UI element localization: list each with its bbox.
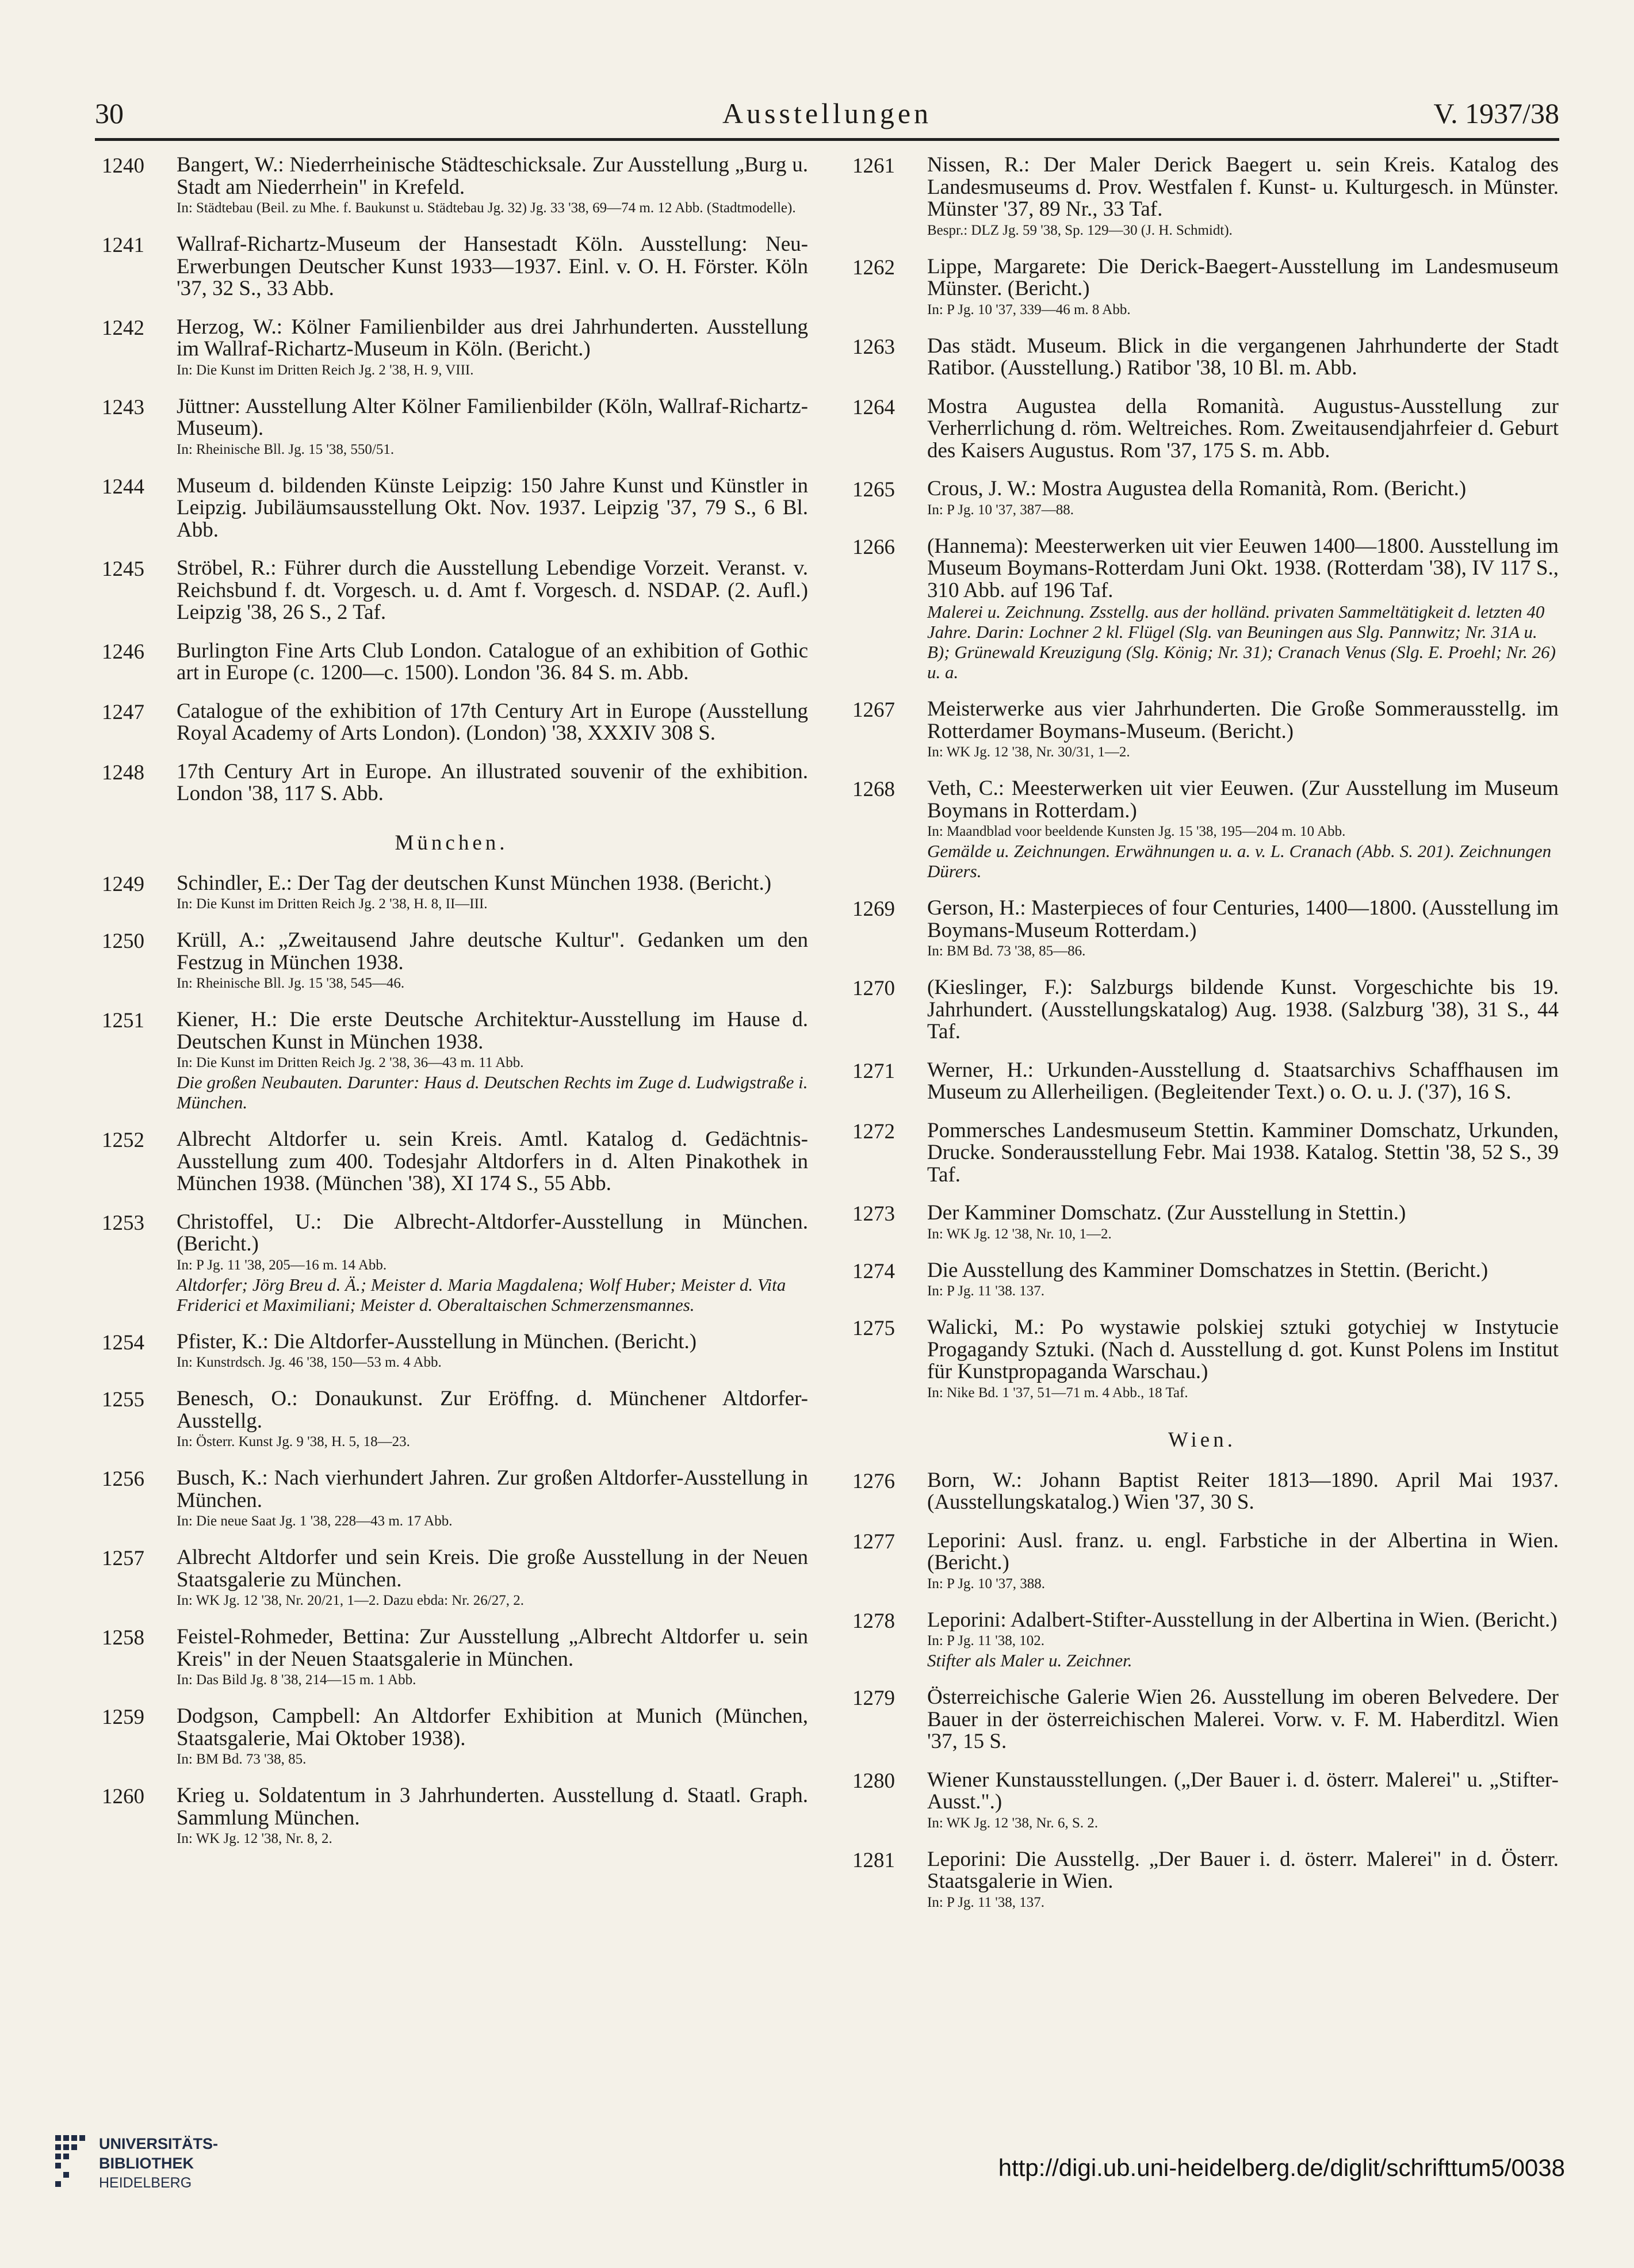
entry-source: In: Das Bild Jg. 8 '38, 214—15 m. 1 Abb.: [177, 1672, 416, 1688]
entry-source: In: Rheinische Bll. Jg. 15 '38, 550/51.: [177, 441, 395, 457]
header-rule: [95, 138, 1559, 141]
entry-text: Busch, K.: Nach vierhundert Jahren. Zur großen Altdorfer-Ausstellung in München.: [177, 1466, 808, 1512]
entry-number: 1260: [102, 1785, 144, 1808]
entry-body: [927, 478, 1559, 519]
bibliography-entry: [845, 1317, 1559, 1402]
entry-source: In: P Jg. 11 '38, 102.: [927, 1633, 1045, 1649]
entry-source: In: Kunstrdsch. Jg. 46 '38, 150—53 m. 4 Abb.: [177, 1355, 442, 1370]
bibliography-entry: [845, 1202, 1559, 1244]
entry-body: [927, 1060, 1559, 1104]
entry-number: 1278: [852, 1609, 895, 1633]
entry-text: Albrecht Altdorfer u. sein Kreis. Amtl. Katalog d. Gedächtnis-Ausstellung zum 400. Todesjahr Altdorfers in d. Alten Pinakothek in München 1938. (München '38), XI 174 S., 55 Abb.: [177, 1127, 808, 1195]
entry-number: 1259: [102, 1705, 144, 1729]
entry-body: [927, 698, 1559, 762]
entry-source: Bespr.: DLZ Jg. 59 '38, Sp. 129—30 (J. H. Schmidt).: [927, 222, 1233, 238]
bibliography-entry: [95, 154, 808, 217]
entry-body: [177, 557, 808, 624]
logo-line-3: HEIDELBERG: [99, 2175, 192, 2191]
bibliography-entry: [845, 396, 1559, 462]
entry-body: [927, 1317, 1559, 1402]
entry-number: 1266: [852, 535, 895, 559]
entry-body: [177, 1331, 808, 1372]
entry-source: In: Die Kunst im Dritten Reich Jg. 2 '38, H. 9, VIII.: [177, 362, 474, 378]
entry-number: 1268: [852, 778, 895, 801]
entry-number: 1244: [102, 475, 144, 499]
entry-body: [927, 1609, 1559, 1671]
bibliography-entry: [95, 1705, 808, 1769]
bibliography-entry: [95, 1331, 808, 1372]
entry-text: Lippe, Margarete: Die Derick-Baegert-Ausstellung im Landesmuseum Münster. (Bericht.): [927, 254, 1559, 300]
entry-text: Leporini: Adalbert-Stifter-Ausstellung in der Albertina in Wien. (Bericht.): [927, 1608, 1558, 1632]
entry-source: In: BM Bd. 73 '38, 85.: [177, 1751, 307, 1767]
bibliography-entry: [845, 897, 1559, 961]
entry-body: [927, 256, 1559, 319]
entry-text: Albrecht Altdorfer und sein Kreis. Die große Ausstellung in der Neuen Staatsgalerie zu München.: [177, 1546, 808, 1592]
bibliography-entry: [95, 316, 808, 380]
entry-number: 1262: [852, 255, 895, 280]
entry-number: 1274: [852, 1259, 895, 1283]
page-header: [95, 91, 1559, 137]
entry-source: In: Nike Bd. 1 '37, 51—71 m. 4 Abb., 18 Taf.: [927, 1384, 1188, 1401]
bibliography-entry: [95, 1467, 808, 1531]
library-name: [99, 2134, 218, 2193]
entry-number: 1275: [852, 1317, 895, 1340]
entry-body: [177, 761, 808, 805]
entry-text: Meisterwerke aus vier Jahrhunderten. Die Große Sommerausstellg. im Rotterdamer Boymans-Museum. (Bericht.): [927, 697, 1559, 743]
bibliography-entry: [95, 1388, 808, 1451]
entry-number: 1254: [102, 1330, 144, 1355]
source-url-link[interactable]: http://digi.ub.uni-heidelberg.de/diglit/schrifttum5/0038: [998, 2154, 1565, 2181]
running-title: Ausstellungen: [722, 97, 932, 129]
entry-body: [927, 778, 1559, 881]
entry-text: Kiener, H.: Die erste Deutsche Architektur-Ausstellung im Hause d. Deutschen Kunst in München 1938.: [177, 1008, 808, 1054]
library-emblem-icon: [53, 2133, 89, 2189]
entry-source: In: WK Jg. 12 '38, Nr. 8, 2.: [177, 1831, 332, 1846]
entry-body: [177, 234, 808, 300]
entry-source: In: WK Jg. 12 '38, Nr. 6, S. 2.: [927, 1815, 1099, 1831]
entry-number: 1273: [852, 1202, 895, 1226]
bibliography-entry: [845, 1609, 1559, 1671]
entry-annotation: Malerei u. Zeichnung. Zsstellg. aus der holländ. privaten Sammeltätigkeit d. letzten 40 Jahre. Darin: Lochner 2 kl. Flügel (Slg. van Beuningen aus Slg. Pannwitz; Nr. 31A u. B); Grünewald Kreuzigung (Slg. König; Nr. 31); Cranach Venus (Slg. E. Proehl; Nr. 26) u. a.: [927, 602, 1556, 682]
entry-text: (Hannema): Meesterwerken uit vier Eeuwen 1400—1800. Ausstellung im Museum Boymans-Rotterdam Juni Okt. 1938. (Rotterdam '38), IV 117 S., 310 Abb. auf 196 Taf.: [927, 534, 1559, 602]
entry-text: Crous, J. W.: Mostra Augustea della Romanità, Rom. (Bericht.): [927, 477, 1467, 500]
entry-number: 1256: [102, 1467, 144, 1491]
entry-body: [927, 154, 1559, 240]
entry-body: [927, 1120, 1559, 1187]
bibliography-entry: [95, 1626, 808, 1689]
entry-annotation: Stifter als Maler u. Zeichner.: [927, 1650, 1132, 1670]
entry-source: In: P Jg. 11 '38, 137.: [927, 1894, 1045, 1910]
entry-number: 1253: [102, 1211, 144, 1235]
entry-text: Der Kamminer Domschatz. (Zur Ausstellung in Stettin.): [927, 1201, 1406, 1225]
bibliography-entry: [845, 335, 1559, 380]
entry-source: In: Österr. Kunst Jg. 9 '38, H. 5, 18—23.: [177, 1434, 410, 1449]
entry-annotation: Gemälde u. Zeichnungen. Erwähnungen u. a. v. L. Cranach (Abb. S. 201). Zeichnungen Dürers.: [927, 841, 1552, 881]
entry-text: Bangert, W.: Niederrheinische Städteschicksale. Zur Ausstellung „Burg u. Stadt am Niederrhein" in Krefeld.: [177, 153, 808, 199]
entry-number: 1250: [102, 930, 144, 953]
entry-body: [927, 1260, 1559, 1301]
entry-body: [177, 1467, 808, 1531]
entry-body: [927, 1530, 1559, 1593]
entry-number: 1252: [102, 1129, 144, 1152]
bibliography-entry: [95, 1009, 808, 1112]
page-number: 30: [95, 97, 124, 129]
entry-text: Veth, C.: Meesterwerken uit vier Eeuwen. (Zur Ausstellung im Museum Boymans in Rotterdam.): [927, 777, 1559, 823]
bibliography-entry: [95, 557, 808, 624]
entry-body: [927, 1202, 1559, 1244]
entry-source: In: WK Jg. 12 '38, Nr. 30/31, 1—2.: [927, 744, 1130, 760]
bibliography-entry: [845, 977, 1559, 1043]
entry-source: In: Maandblad voor beeldende Kunsten Jg. 15 '38, 195—204 m. 10 Abb.: [927, 824, 1346, 839]
bibliography-entry: [845, 154, 1559, 240]
bibliography-entry: [845, 778, 1559, 881]
entry-source: In: P Jg. 10 '37, 339—46 m. 8 Abb.: [927, 301, 1131, 318]
entry-number: 1276: [852, 1469, 895, 1493]
volume-label: V. 1937/38: [1433, 97, 1559, 129]
entry-number: 1269: [852, 897, 895, 921]
entry-text: Walicki, M.: Po wystawie polskiej sztuki gotychiej w Instytucie Progagandy Sztuki. (Nach d. Ausstellung d. got. Kunst Polens im Institut für Kunstpropaganda Warschau.): [927, 1315, 1559, 1383]
entry-body: [177, 154, 808, 217]
logo-line-2: BIBLIOTHEK: [99, 2155, 194, 2172]
entry-annotation: Die großen Neubauten. Darunter: Haus d. Deutschen Rechts im Zuge d. Ludwigstraße i. München.: [177, 1072, 808, 1112]
entry-body: [177, 1129, 808, 1195]
entry-text: Born, W.: Johann Baptist Reiter 1813—1890. April Mai 1937. (Ausstellungskatalog.) Wien '37, 30 S.: [927, 1468, 1559, 1514]
entry-text: Ströbel, R.: Führer durch die Ausstellung Lebendige Vorzeit. Veranst. v. Reichsbund f. dt. Vorgesch. u. d. Amt f. Vorgesch. d. NSDAP. (2. Aufl.) Leipzig '38, 26 S., 2 Taf.: [177, 556, 808, 624]
logo-line-1: UNIVERSITÄTS-: [99, 2135, 219, 2152]
bibliography-entry: [845, 1530, 1559, 1593]
entry-number: 1265: [852, 478, 895, 502]
bibliography-entry: [845, 256, 1559, 319]
entry-text: Museum d. bildenden Künste Leipzig: 150 Jahre Kunst und Künstler in Leipzig. Jubiläumsausstellung Okt. Nov. 1937. Leipzig '37, 79 S., 6 Bl. Abb.: [177, 473, 808, 542]
bibliography-entry: [845, 1060, 1559, 1104]
entry-number: 1243: [102, 395, 144, 419]
entry-body: [177, 1626, 808, 1689]
entry-number: 1264: [852, 395, 895, 419]
entry-number: 1261: [852, 154, 895, 178]
right-column: [845, 154, 1559, 1928]
bibliography-entry: [95, 1547, 808, 1610]
entry-body: [927, 897, 1559, 961]
entry-number: 1240: [102, 154, 144, 178]
entry-body: [177, 1009, 808, 1112]
bibliography-entry: [95, 234, 808, 300]
entry-text: Österreichische Galerie Wien 26. Ausstellung im oberen Belvedere. Der Bauer in der österreichischen Malerei. Vorw. v. F. M. Haberditzl. Wien '37, 15 S.: [927, 1685, 1559, 1753]
entry-body: [177, 640, 808, 684]
bibliography-entry: [845, 1686, 1559, 1753]
bibliography-entry: [95, 930, 808, 993]
entry-source: In: Rheinische Bll. Jg. 15 '38, 545—46.: [177, 976, 405, 991]
entry-body: [927, 1470, 1559, 1514]
entry-number: 1279: [852, 1686, 895, 1710]
bibliography-entry: [95, 1211, 808, 1315]
entry-number: 1245: [102, 557, 144, 581]
entry-body: [927, 536, 1559, 683]
entry-source: In: P Jg. 11 '38, 205—16 m. 14 Abb.: [177, 1257, 387, 1273]
entry-body: [927, 1686, 1559, 1753]
entry-body: [927, 977, 1559, 1043]
entry-body: [177, 873, 808, 914]
entry-body: [177, 475, 808, 542]
bibliography-entry: [845, 1470, 1559, 1514]
entry-body: [177, 396, 808, 459]
entry-source: In: BM Bd. 73 '38, 85—86.: [927, 943, 1086, 959]
bibliography-entry: [95, 701, 808, 745]
entry-text: Benesch, O.: Donaukunst. Zur Eröffng. d. Münchener Altdorfer-Ausstellg.: [177, 1387, 808, 1433]
entry-text: Jüttner: Ausstellung Alter Kölner Familienbilder (Köln, Wallraf-Richartz-Museum).: [177, 394, 808, 440]
entry-text: Leporini: Ausl. franz. u. engl. Farbstiche in der Albertina in Wien. (Bericht.): [927, 1528, 1559, 1574]
entry-number: 1281: [852, 1848, 895, 1872]
bibliography-entry: [95, 640, 808, 684]
bibliography-entry: [95, 396, 808, 459]
entry-body: [177, 701, 808, 745]
entry-text: Gerson, H.: Masterpieces of four Centuries, 1400—1800. (Ausstellung im Boymans-Museum Rotterdam.): [927, 896, 1559, 942]
entry-source: In: P Jg. 10 '37, 388.: [927, 1575, 1045, 1592]
bibliography-entry: [95, 761, 808, 805]
entry-annotation: Altdorfer; Jörg Breu d. Ä.; Meister d. Maria Magdalena; Wolf Huber; Meister d. Vita Friderici et Maximiliani; Meister d. Oberaltaischen Schmerzensmannes.: [177, 1274, 786, 1315]
entry-number: 1255: [102, 1388, 144, 1412]
library-logo[interactable]: [53, 2128, 294, 2215]
entry-text: Catalogue of the exhibition of 17th Century Art in Europe (Ausstellung Royal Academy of Arts London). (London) '38, XXXIV 308 S.: [177, 699, 808, 745]
entry-number: 1258: [102, 1626, 144, 1650]
section-heading: Wien.: [1168, 1428, 1236, 1452]
entry-text: Pommersches Landesmuseum Stettin. Kamminer Domschatz, Urkunden, Drucke. Sonderausstellung Febr. Mai 1938. Katalog. Stettin '38, 52 S., 39 Taf.: [927, 1118, 1559, 1187]
entry-source: In: Städtebau (Beil. zu Mhe. f. Baukunst u. Städtebau Jg. 32) Jg. 33 '38, 69—74 m. 12 Abb. (Stadtmodelle).: [177, 200, 796, 216]
entry-number: 1263: [852, 335, 895, 359]
entry-number: 1251: [102, 1009, 144, 1032]
section-heading: München.: [395, 831, 508, 855]
entry-text: Herzog, W.: Kölner Familienbilder aus drei Jahrhunderten. Ausstellung im Wallraf-Richartz-Museum in Köln. (Bericht.): [177, 315, 808, 361]
entry-body: [927, 1849, 1559, 1912]
bibliography-entry: [845, 1769, 1559, 1833]
bibliography-entry: [845, 1849, 1559, 1912]
entry-number: 1270: [852, 977, 895, 1000]
entry-number: 1271: [852, 1059, 895, 1083]
entry-number: 1267: [852, 698, 895, 722]
bibliography-entry: [95, 1785, 808, 1848]
entry-number: 1277: [852, 1529, 895, 1554]
entry-number: 1242: [102, 316, 144, 340]
entry-text: Krieg u. Soldatentum in 3 Jahrhunderten. Ausstellung d. Staatl. Graph. Sammlung München.: [177, 1784, 808, 1830]
entry-text: Wiener Kunstausstellungen. („Der Bauer i. d. österr. Malerei" u. „Stifter-Ausst.".): [927, 1768, 1559, 1814]
entry-text: Leporini: Die Ausstellg. „Der Bauer i. d. österr. Malerei" in d. Österr. Staatsgalerie in Wien.: [927, 1847, 1559, 1893]
entry-text: Nissen, R.: Der Maler Derick Baegert u. sein Kreis. Katalog des Landesmuseums d. Prov. Westfalen f. Kunst- u. Kulturgesch. in Münster. Münster '37, 89 Nr., 33 Taf.: [927, 153, 1559, 221]
entry-body: [177, 1388, 808, 1451]
entry-text: Krüll, A.: „Zweitausend Jahre deutsche Kultur". Gedanken um den Festzug in München 1938.: [177, 928, 808, 974]
entry-source: In: Die Kunst im Dritten Reich Jg. 2 '38, H. 8, II—III.: [177, 896, 488, 912]
entry-text: Burlington Fine Arts Club London. Catalogue of an exhibition of Gothic art in Europe (c. 1200—c. 1500). London '36. 84 S. m. Abb.: [177, 638, 808, 684]
entry-source: In: Die Kunst im Dritten Reich Jg. 2 '38, 36—43 m. 11 Abb.: [177, 1055, 524, 1070]
bibliography-entry: [845, 1260, 1559, 1301]
bibliography-entry: [845, 698, 1559, 762]
entry-text: Dodgson, Campbell: An Altdorfer Exhibition at Munich (München, Staatsgalerie, Mai Oktober 1938).: [177, 1704, 808, 1750]
entry-text: Wallraf-Richartz-Museum der Hansestadt Köln. Ausstellung: Neu-Erwerbungen Deutscher Kunst 1933—1937. Einl. v. O. H. Förster. Köln '37, 32 S., 33 Abb.: [177, 232, 808, 300]
entry-text: Feistel-Rohmeder, Bettina: Zur Ausstellung „Albrecht Altdorfer u. sein Kreis" in der Neuen Staatsgalerie in München.: [177, 1625, 808, 1671]
entry-body: [177, 1705, 808, 1769]
entry-text: Christoffel, U.: Die Albrecht-Altdorfer-Ausstellung in München. (Bericht.): [177, 1210, 808, 1256]
entry-number: 1272: [852, 1119, 895, 1143]
entry-body: [177, 316, 808, 380]
bibliography-entry: [95, 873, 808, 914]
bibliography-entry: [845, 478, 1559, 519]
entry-source: In: Die neue Saat Jg. 1 '38, 228—43 m. 17 Abb.: [177, 1513, 453, 1529]
entry-number: 1241: [102, 234, 144, 257]
bibliography-entry: [95, 475, 808, 542]
entry-body: [927, 335, 1559, 380]
entry-body: [177, 1211, 808, 1315]
entry-number: 1257: [102, 1547, 144, 1570]
entry-text: Pfister, K.: Die Altdorfer-Ausstellung in München. (Bericht.): [177, 1329, 697, 1353]
entry-body: [177, 1785, 808, 1848]
entry-text: Schindler, E.: Der Tag der deutschen Kunst München 1938. (Bericht.): [177, 871, 772, 895]
entry-text: Das städt. Museum. Blick in die vergangenen Jahrhunderte der Stadt Ratibor. (Ausstellung.) Ratibor '38, 10 Bl. m. Abb.: [927, 334, 1559, 380]
entry-text: Mostra Augustea della Romanità. Augustus-Ausstellung zur Verherrlichung d. röm. Weltreiches. Rom. Zweitausendjahrfeier d. Geburt des Kaisers Augustus. Rom '37, 175 S. m. Abb.: [927, 394, 1559, 462]
entry-text: 17th Century Art in Europe. An illustrated souvenir of the exhibition. London '38, 117 S. Abb.: [177, 759, 808, 805]
bibliography-entry: [845, 1120, 1559, 1187]
entry-number: 1246: [102, 640, 144, 664]
entry-text: Werner, H.: Urkunden-Ausstellung d. Staatsarchivs Schaffhausen im Museum zu Allerheiligen. (Begleitender Text.) o. O. u. J. ('37), 16 S.: [927, 1058, 1559, 1104]
entry-body: [177, 1547, 808, 1610]
entry-number: 1280: [852, 1769, 895, 1793]
entry-body: [927, 1769, 1559, 1833]
entry-text: Die Ausstellung des Kamminer Domschatzes in Stettin. (Bericht.): [927, 1258, 1488, 1282]
entry-text: (Kieslinger, F.): Salzburgs bildende Kunst. Vorgeschichte bis 19. Jahrhundert. (Ausstellungskatalog) Aug. 1938. (Salzburg '38), 31 S., 44 Taf.: [927, 976, 1559, 1043]
entry-source: In: WK Jg. 12 '38, Nr. 20/21, 1—2. Dazu ebda: Nr. 26/27, 2.: [177, 1593, 524, 1608]
bibliography-entry: [95, 1129, 808, 1195]
bibliography-entry: [845, 536, 1559, 683]
entry-source: In: P Jg. 11 '38. 137.: [927, 1283, 1045, 1299]
entry-number: 1249: [102, 872, 144, 896]
entry-body: [927, 396, 1559, 462]
entry-body: [177, 930, 808, 993]
entry-number: 1248: [102, 760, 144, 785]
left-column: [95, 154, 808, 1864]
entry-number: 1247: [102, 700, 144, 724]
entry-source: In: WK Jg. 12 '38, Nr. 10, 1—2.: [927, 1226, 1112, 1242]
entry-source: In: P Jg. 10 '37, 387—88.: [927, 502, 1074, 518]
